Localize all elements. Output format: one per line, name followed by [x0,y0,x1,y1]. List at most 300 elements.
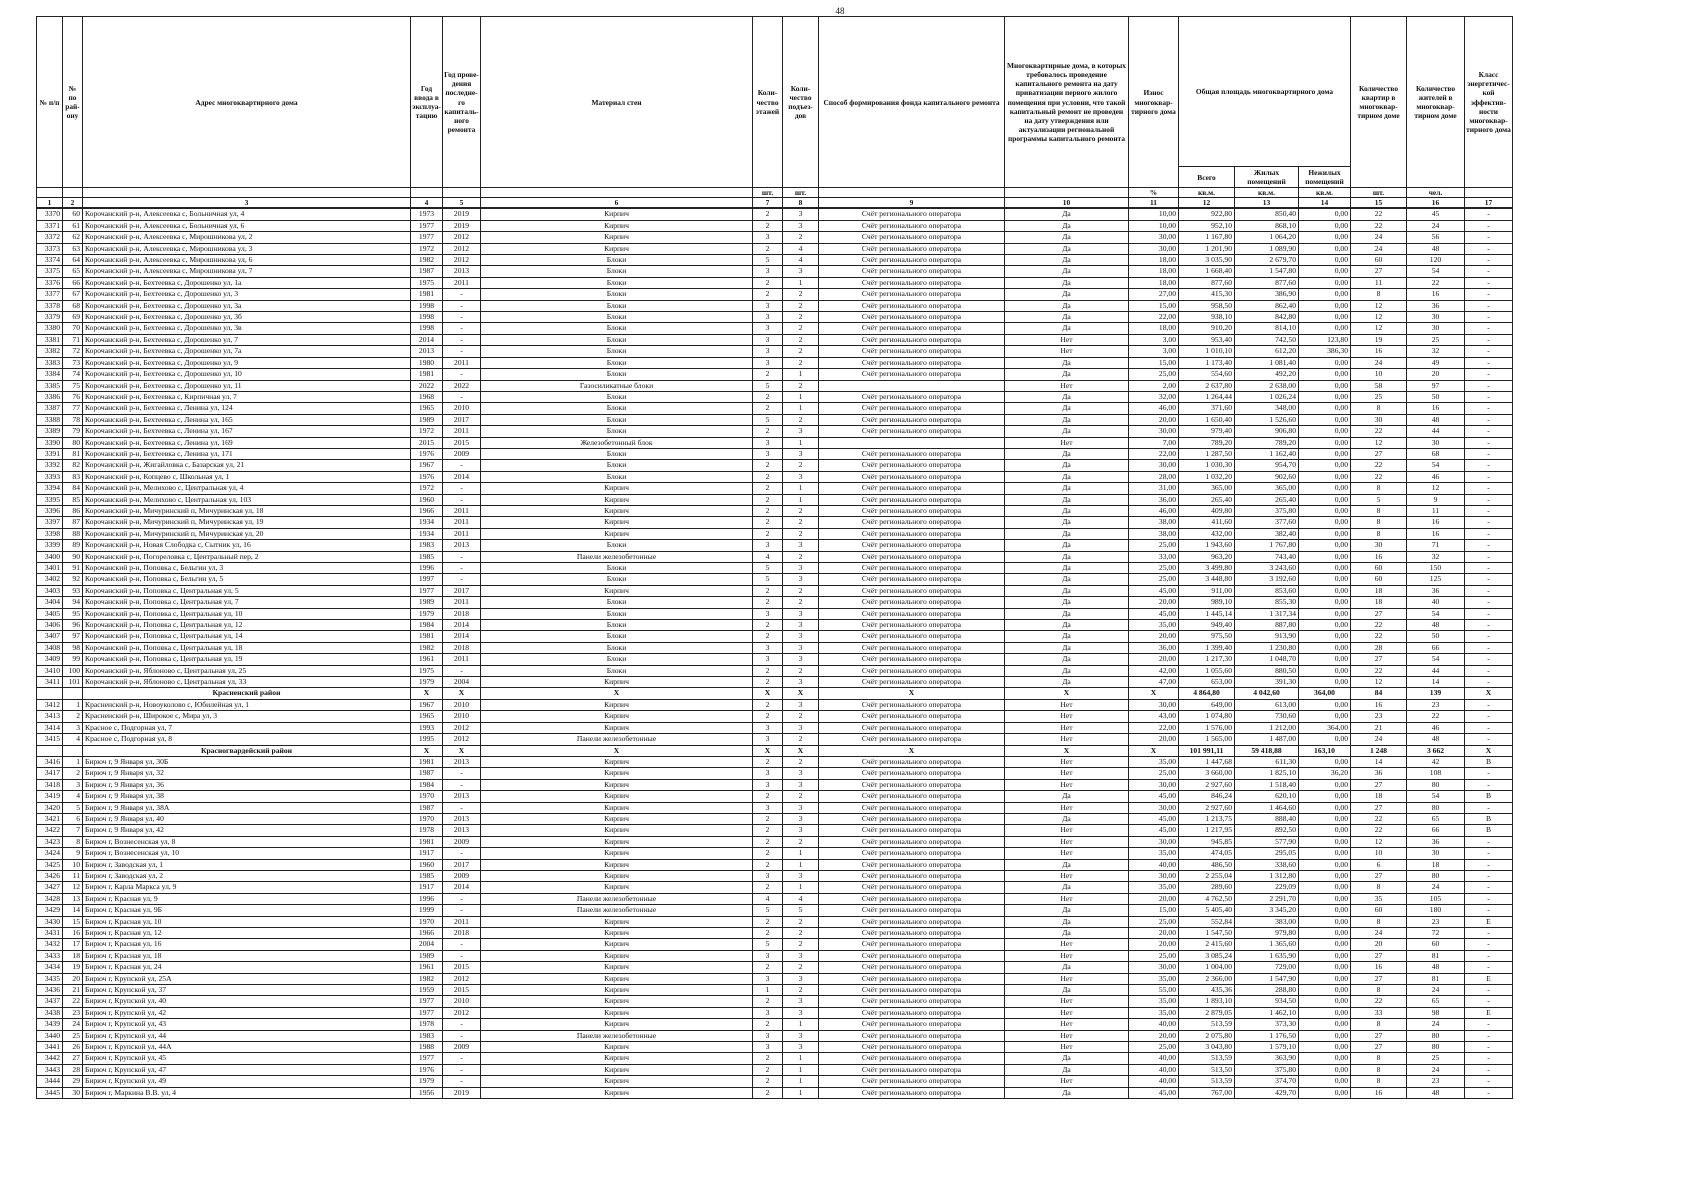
cell-no-district: 29 [63,1076,83,1087]
cell-year-repair: 2011 [443,426,481,437]
cell-address: Корочанский р-н, Яблоново с, Центральная ул, 33 [83,677,411,688]
cell-residents: 65 [1407,996,1465,1007]
cell-entrances: 2 [783,517,819,528]
table-row [37,255,1513,266]
table-row [37,916,1513,927]
cell-no: 3432 [37,939,63,950]
cell-address: Корочанский р-н, Алексеевка с, Мирошникова ул, 2 [83,232,411,243]
cell-apartments: 27 [1351,950,1407,961]
cell-entrances: 3 [783,779,819,790]
cell-energy-class: - [1465,243,1513,254]
cell-repair-required: Да [1005,220,1129,231]
cell-address: Корочанский р-н, Жигайловка с, Базарская ул, 21 [83,460,411,471]
cell-fund-method: Счёт регионального оператора [819,1007,1005,1018]
cell-repair-required: Да [1005,608,1129,619]
cell-wear: 33,00 [1129,551,1179,562]
cell-energy-class: - [1465,939,1513,950]
cell-area-total: 922,80 [1179,208,1235,220]
cell-apartments: 22 [1351,208,1407,220]
cell-area-total: 1 943,60 [1179,540,1235,551]
cell-no-district: 71 [63,334,83,345]
cell-fund-method: Счёт регионального оператора [819,1042,1005,1053]
cell-year-built: 1996 [411,893,443,904]
cell-repair-required: Да [1005,985,1129,996]
cell-no-district: 25 [63,1030,83,1041]
cell-fund-method: Счёт регионального оператора [819,825,1005,836]
cell-entrances: 3 [783,631,819,642]
table-row [37,437,1513,448]
cell-entrances: 3 [783,813,819,824]
cell-apartments: 12 [1351,300,1407,311]
cell-year-repair: 2012 [443,1007,481,1018]
cell-area-nonliving: 0,00 [1299,414,1351,425]
cell-no-district: 84 [63,483,83,494]
cell-floors: 2 [753,471,783,482]
cell-energy-class: Е [1465,1007,1513,1018]
cell-energy-class: - [1465,494,1513,505]
cell-address: Корочанский р-н, Бехтеевка с, Ленина ул, 124 [83,403,411,414]
cell-residents: 23 [1407,1076,1465,1087]
cell-wall-material: Панели железобетонные [481,905,753,916]
cell-no-district: 7 [63,825,83,836]
col-number: 11 [1129,198,1179,209]
cell-residents: 66 [1407,642,1465,653]
cell-no: 3372 [37,232,63,243]
cell-wall-material: Блоки [481,426,753,437]
cell-no-district: 74 [63,369,83,380]
cell-area-living: 1 212,00 [1235,722,1299,733]
cell-residents: 80 [1407,779,1465,790]
cell-entrances: 3 [783,448,819,459]
cell-floors: 2 [753,494,783,505]
cell-energy-class: - [1465,357,1513,368]
cell-fund-method: Счёт регионального оператора [819,505,1005,516]
cell-repair-required: Да [1005,426,1129,437]
table-row [37,1030,1513,1041]
cell-apartments: 24 [1351,243,1407,254]
table-row [37,289,1513,300]
cell-year-repair: - [443,905,481,916]
table-row [37,620,1513,631]
cell-area-living: 742,50 [1235,334,1299,345]
cell-no: 3403 [37,585,63,596]
cell-year-repair: - [443,391,481,402]
cell-area-living: 612,20 [1235,346,1299,357]
cell-entrances: 1 [783,1064,819,1075]
cell-area-nonliving: 0,00 [1299,848,1351,859]
cell-entrances: 1 [783,277,819,288]
cell-apartments: 8 [1351,1019,1407,1030]
cell-year-repair: 2011 [443,654,481,665]
cell-energy-class: - [1465,1042,1513,1053]
cell-area-total: 289,60 [1179,882,1235,893]
cell-fund-method: Счёт регионального оператора [819,950,1005,961]
cell-year-built: X [411,745,443,756]
cell-repair-required: Да [1005,813,1129,824]
cell-entrances: 2 [783,791,819,802]
cell-entrances: 2 [783,300,819,311]
cell-no-district: 28 [63,1064,83,1075]
cell-repair-required: X [1005,688,1129,699]
cell-fund-method: Счёт регионального оператора [819,243,1005,254]
cell-address: Бирюч г, Вознесенская ул, 8 [83,836,411,847]
cell-year-repair: - [443,1064,481,1075]
cell-year-repair: - [443,768,481,779]
cell-no-district: 83 [63,471,83,482]
cell-entrances: 3 [783,1007,819,1018]
cell-year-repair: 2013 [443,540,481,551]
table-row [37,870,1513,881]
cell-fund-method: Счёт регионального оператора [819,654,1005,665]
cell-floors: 5 [753,939,783,950]
cell-area-nonliving: 0,00 [1299,620,1351,631]
cell-area-living: 902,60 [1235,471,1299,482]
cell-repair-required: Да [1005,357,1129,368]
cell-fund-method: Счёт регионального оператора [819,517,1005,528]
cell-area-living: 375,80 [1235,1064,1299,1075]
cell-area-living: 2 638,00 [1235,380,1299,391]
cell-energy-class: - [1465,323,1513,334]
cell-year-repair: - [443,950,481,961]
cell-repair-required: Да [1005,266,1129,277]
cell-floors: 3 [753,802,783,813]
cell-area-total: 5 405,40 [1179,905,1235,916]
table-row [37,448,1513,459]
cell-year-built: 1979 [411,608,443,619]
cell-energy-class: - [1465,369,1513,380]
table-row [37,836,1513,847]
cell-wall-material: Кирпич [481,243,753,254]
cell-no: 3437 [37,996,63,1007]
cell-apartments: 6 [1351,859,1407,870]
cell-area-living: 383,00 [1235,916,1299,927]
cell-fund-method: Счёт регионального оператора [819,699,1005,710]
cell-repair-required: Да [1005,471,1129,482]
cell-year-built: 2004 [411,939,443,950]
cell-wear: 30,00 [1129,243,1179,254]
cell-repair-required: Да [1005,654,1129,665]
cell-address: Корочанский р-н, Бехтеевка с, Дорошенко ул, 3в [83,323,411,334]
cell-area-living: 1 081,40 [1235,357,1299,368]
cell-no-district [63,745,83,756]
table-row [37,528,1513,539]
cell-year-built: 1960 [411,859,443,870]
cell-energy-class: - [1465,893,1513,904]
cell-no-district: 98 [63,642,83,653]
cell-area-nonliving: 0,00 [1299,756,1351,767]
cell-wear: 30,00 [1129,870,1179,881]
cell-wear: 31,00 [1129,483,1179,494]
cell-no-district: 26 [63,1042,83,1053]
cell-apartments: 12 [1351,437,1407,448]
cell-wall-material: Кирпич [481,585,753,596]
cell-wear: 35,00 [1129,882,1179,893]
table-row [37,848,1513,859]
cell-floors: 2 [753,483,783,494]
cell-address: Корочанский р-н, Поповка с, Бельгин ул, 3 [83,563,411,574]
cell-year-built: 1985 [411,551,443,562]
cell-wall-material: Кирпич [481,882,753,893]
cell-entrances: 2 [783,323,819,334]
table-row [37,357,1513,368]
cell-residents: 139 [1407,688,1465,699]
cell-wear: 15,00 [1129,300,1179,311]
cell-year-repair: - [443,334,481,345]
cell-no: 3425 [37,859,63,870]
cell-floors: 3 [753,540,783,551]
cell-apartments: 16 [1351,962,1407,973]
cell-wall-material: Кирпич [481,483,753,494]
cell-fund-method [819,437,1005,448]
cell-apartments: 18 [1351,791,1407,802]
cell-area-total: 1 447,68 [1179,756,1235,767]
cell-area-living: 265,40 [1235,494,1299,505]
cell-address: Красное с, Подгорная ул, 8 [83,734,411,745]
cell-residents: 180 [1407,905,1465,916]
cell-fund-method: Счёт регионального оператора [819,585,1005,596]
cell-area-total: 3 043,80 [1179,1042,1235,1053]
cell-entrances: 1 [783,494,819,505]
cell-wear: 18,00 [1129,266,1179,277]
cell-energy-class: - [1465,642,1513,653]
cell-year-built: 1959 [411,985,443,996]
cell-residents: 25 [1407,334,1465,345]
cell-residents: 46 [1407,471,1465,482]
cell-residents: 49 [1407,357,1465,368]
cell-year-built: 1989 [411,597,443,608]
cell-residents: 24 [1407,985,1465,996]
cell-area-living: 730,60 [1235,711,1299,722]
cell-no: 3371 [37,220,63,231]
cell-residents: 30 [1407,312,1465,323]
cell-floors: 2 [753,597,783,608]
cell-no: 3374 [37,255,63,266]
unit-cell [37,188,63,198]
cell-year-built: 1981 [411,369,443,380]
cell-year-repair: 2017 [443,859,481,870]
cell-address: Корочанский р-н, Погореловка с, Центральный пер, 2 [83,551,411,562]
cell-no-district: 65 [63,266,83,277]
col-header-area-living: Жилых помещений [1235,167,1299,188]
cell-energy-class: - [1465,208,1513,220]
cell-address: Корочанский р-н, Бехтеевка с, Ленина ул, 169 [83,437,411,448]
section-summary-row [37,688,1513,699]
cell-repair-required: Да [1005,620,1129,631]
cell-apartments: 8 [1351,1076,1407,1087]
cell-area-total: 3 085,24 [1179,950,1235,961]
cell-area-nonliving: 0,00 [1299,1076,1351,1087]
cell-area-total: 649,00 [1179,699,1235,710]
cell-area-nonliving: 0,00 [1299,1042,1351,1053]
cell-entrances: 4 [783,243,819,254]
cell-area-total: 265,40 [1179,494,1235,505]
cell-area-living: 2 679,70 [1235,255,1299,266]
cell-year-repair: 2012 [443,734,481,745]
cell-area-nonliving: 0,00 [1299,1019,1351,1030]
cell-area-living: 611,30 [1235,756,1299,767]
cell-area-total: 435,36 [1179,985,1235,996]
cell-no: 3409 [37,654,63,665]
cell-energy-class: Е [1465,973,1513,984]
cell-wear: 40,00 [1129,1053,1179,1064]
cell-wall-material: Кирпич [481,825,753,836]
cell-wall-material: Панели железобетонные [481,734,753,745]
cell-residents: 54 [1407,654,1465,665]
cell-area-living: 1 089,90 [1235,243,1299,254]
cell-year-repair: 2014 [443,471,481,482]
cell-area-living: 391,30 [1235,677,1299,688]
cell-area-nonliving: 0,00 [1299,243,1351,254]
cell-wall-material: Блоки [481,277,753,288]
cell-entrances: 2 [783,836,819,847]
cell-area-living: 934,50 [1235,996,1299,1007]
cell-energy-class: X [1465,745,1513,756]
cell-area-total: 2 415,60 [1179,939,1235,950]
cell-year-repair: X [443,745,481,756]
cell-no-district: 88 [63,528,83,539]
cell-year-built: 1981 [411,836,443,847]
cell-year-repair: 2014 [443,882,481,893]
cell-energy-class: - [1465,414,1513,425]
cell-apartments: 22 [1351,665,1407,676]
cell-energy-class: - [1465,597,1513,608]
cell-residents: 24 [1407,1019,1465,1030]
cell-area-total: 1 173,40 [1179,357,1235,368]
cell-year-repair: 2011 [443,517,481,528]
cell-entrances: 2 [783,357,819,368]
cell-entrances: 1 [783,859,819,870]
cell-no-district: 92 [63,574,83,585]
cell-year-repair: 2014 [443,620,481,631]
cell-floors: 3 [753,779,783,790]
cell-apartments: 12 [1351,836,1407,847]
cell-address: Корочанский р-н, Бехтеевка с, Дорошенко ул, 9 [83,357,411,368]
cell-apartments: 25 [1351,391,1407,402]
cell-fund-method: Счёт регионального оператора [819,939,1005,950]
cell-year-built: 1977 [411,585,443,596]
cell-floors: 3 [753,437,783,448]
cell-area-total: 953,40 [1179,334,1235,345]
cell-area-total: 1 399,40 [1179,642,1235,653]
cell-address: Корочанский р-н, Алексеевка с, Мирошникова ул, 3 [83,243,411,254]
cell-area-nonliving: 0,00 [1299,597,1351,608]
cell-residents: 54 [1407,608,1465,619]
cell-no: 3443 [37,1064,63,1075]
cell-apartments: 8 [1351,1053,1407,1064]
cell-year-repair: 2019 [443,1087,481,1098]
cell-address: Корочанский р-н, Алексеевка с, Мирошникова ул, 7 [83,266,411,277]
cell-year-repair: 2013 [443,266,481,277]
cell-wear: 40,00 [1129,1019,1179,1030]
cell-wall-material: Кирпич [481,870,753,881]
cell-year-built: 1972 [411,483,443,494]
cell-area-living: 1 176,50 [1235,1030,1299,1041]
cell-area-nonliving: 0,00 [1299,471,1351,482]
cell-year-built: 1973 [411,208,443,220]
cell-fund-method: Счёт регионального оператора [819,300,1005,311]
cell-address: Корочанский р-н, Бехтеевка с, Дорошенко ул, 7 [83,334,411,345]
cell-floors: 3 [753,312,783,323]
unit-cell [83,188,411,198]
cell-entrances: 1 [783,882,819,893]
cell-entrances: 3 [783,654,819,665]
cell-energy-class: - [1465,312,1513,323]
cell-repair-required: Нет [1005,836,1129,847]
cell-area-total: 2 366,00 [1179,973,1235,984]
cell-area-nonliving: 0,00 [1299,734,1351,745]
cell-no: 3384 [37,369,63,380]
cell-year-built: 1979 [411,1076,443,1087]
cell-entrances: 3 [783,471,819,482]
cell-area-living: 2 291,70 [1235,893,1299,904]
cell-no: 3389 [37,426,63,437]
cell-address: Бирюч г, Маркина В.В. ул, 4 [83,1087,411,1098]
cell-year-repair: 2012 [443,255,481,266]
table-row [37,608,1513,619]
cell-no-district: 67 [63,289,83,300]
cell-floors: 2 [753,1064,783,1075]
cell-repair-required: Да [1005,665,1129,676]
cell-apartments: 27 [1351,266,1407,277]
table-row [37,232,1513,243]
cell-no-district: 73 [63,357,83,368]
cell-entrances: 2 [783,232,819,243]
cell-address: Бирюч г, Крупской ул, 37 [83,985,411,996]
cell-year-repair: 2018 [443,608,481,619]
cell-area-nonliving: 0,00 [1299,928,1351,939]
cell-no-district: 14 [63,905,83,916]
cell-area-total: 1 032,20 [1179,471,1235,482]
cell-area-living: 4 042,60 [1235,688,1299,699]
cell-residents: 66 [1407,825,1465,836]
cell-no-district: 16 [63,928,83,939]
cell-apartments: 22 [1351,996,1407,1007]
cell-address: Бирюч г, Крупской ул, 49 [83,1076,411,1087]
cell-wear: 38,00 [1129,517,1179,528]
cell-area-total: 1 217,30 [1179,654,1235,665]
cell-area-total: 3 448,80 [1179,574,1235,585]
col-header-area-group: Общая площадь многоквартирного дома [1179,17,1351,167]
cell-area-nonliving: 0,00 [1299,939,1351,950]
cell-entrances: 2 [783,756,819,767]
cell-no-district: 9 [63,848,83,859]
cell-apartments: 21 [1351,722,1407,733]
cell-fund-method: Счёт регионального оператора [819,266,1005,277]
cell-wear: 46,00 [1129,403,1179,414]
cell-fund-method: Счёт регионального оператора [819,642,1005,653]
cell-entrances: 3 [783,722,819,733]
cell-repair-required: Да [1005,528,1129,539]
cell-entrances: 2 [783,289,819,300]
cell-year-built: 1983 [411,1030,443,1041]
table-row [37,813,1513,824]
cell-area-total: 1 547,50 [1179,928,1235,939]
cell-energy-class: - [1465,905,1513,916]
cell-area-total: 371,60 [1179,403,1235,414]
cell-entrances: 2 [783,665,819,676]
cell-apartments: 27 [1351,802,1407,813]
cell-no-district: 12 [63,882,83,893]
cell-wear: 20,00 [1129,597,1179,608]
cell-wear: 20,00 [1129,654,1179,665]
cell-repair-required: Да [1005,905,1129,916]
cell-address: Бирюч г, Красная ул, 24 [83,962,411,973]
table-row [37,677,1513,688]
cell-floors: 5 [753,574,783,585]
cell-fund-method: Счёт регионального оператора [819,836,1005,847]
cell-area-living: 1 230,80 [1235,642,1299,653]
cell-floors: 2 [753,836,783,847]
